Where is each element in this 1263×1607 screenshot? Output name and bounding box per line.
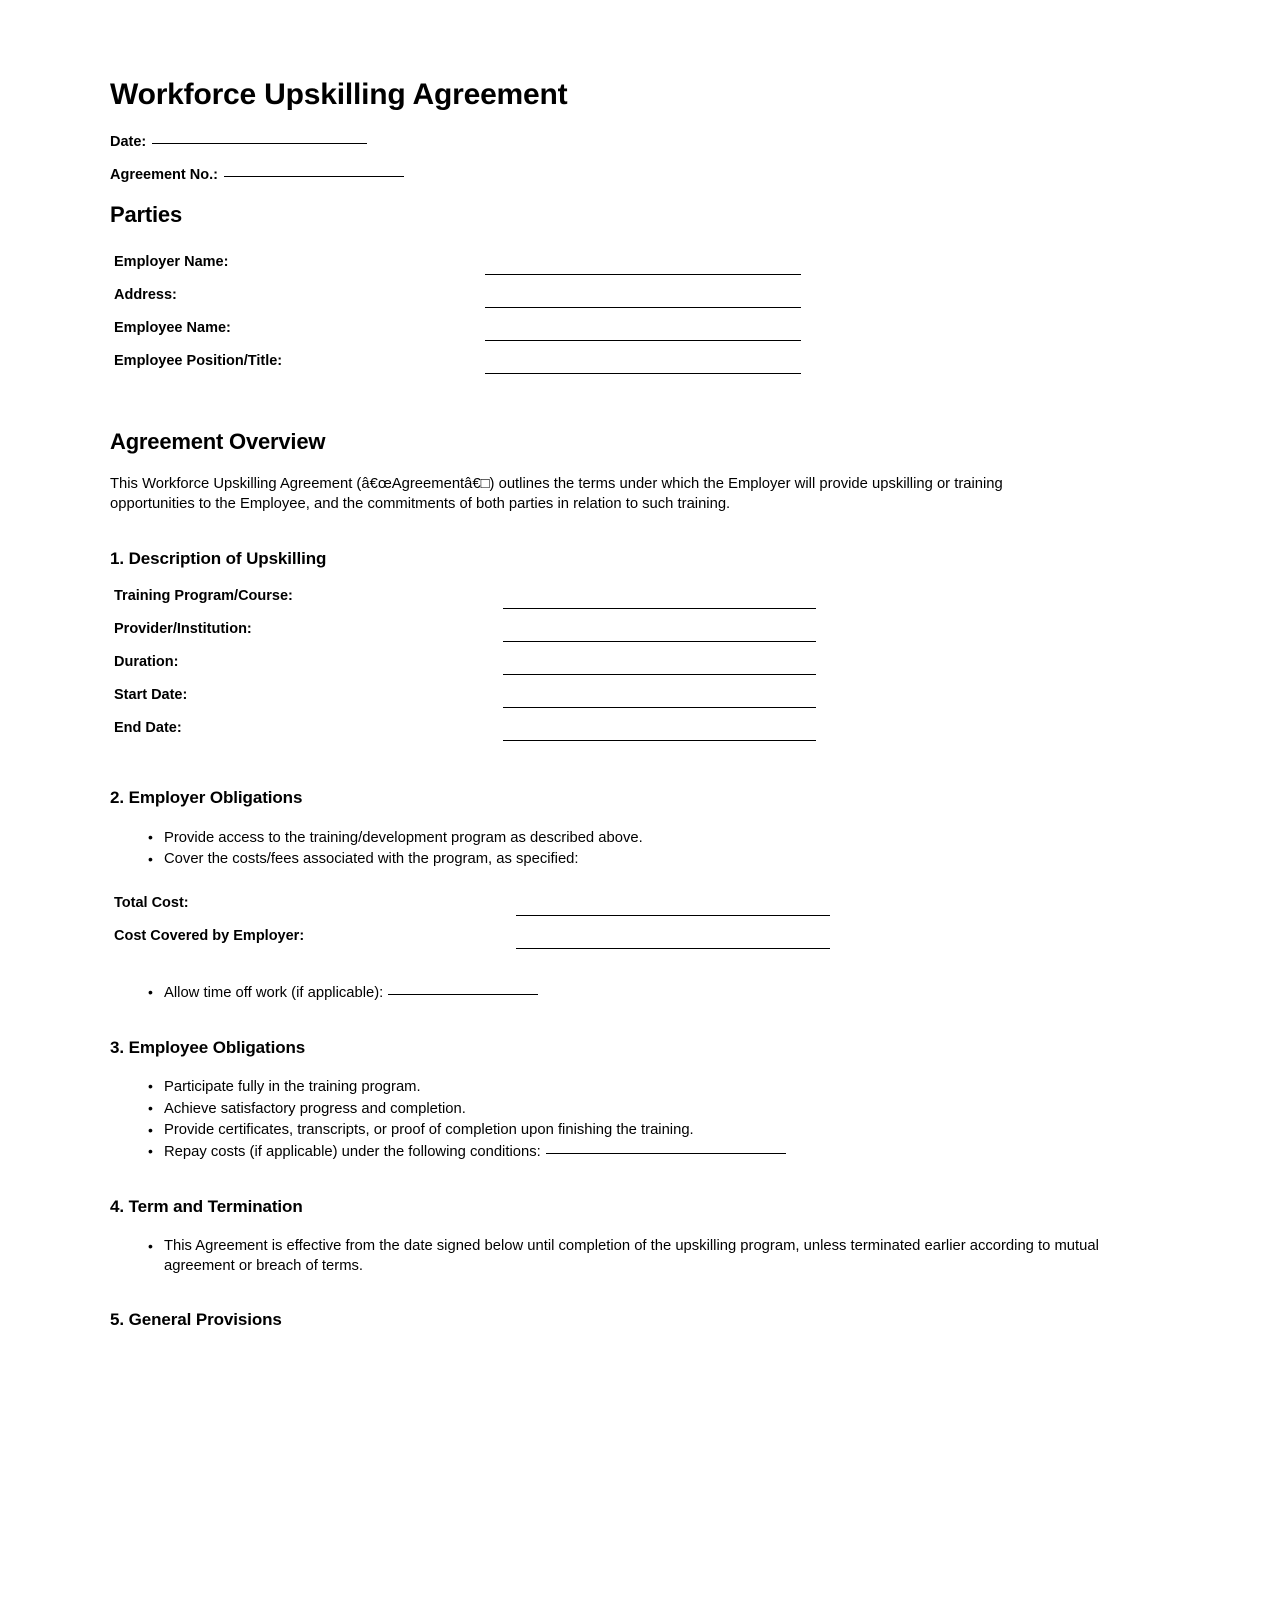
agreement-no-label: Agreement No.: xyxy=(110,167,218,184)
employer-obligations-list xyxy=(110,829,1100,870)
list-item: • Participate fully in the training program. xyxy=(148,1078,1100,1098)
address-row xyxy=(110,288,1100,321)
address-input-rule[interactable] xyxy=(485,307,801,308)
employer-name-row xyxy=(110,255,1100,288)
training-program-row xyxy=(110,589,1100,622)
list-item: • Achieve satisfactory progress and completion. xyxy=(148,1100,1100,1120)
employer-name-input-rule[interactable] xyxy=(485,274,801,275)
address-label: Address: xyxy=(114,286,177,303)
end-date-label: End Date: xyxy=(114,720,182,737)
cost-field-group xyxy=(110,896,1100,962)
end-date-input-rule[interactable] xyxy=(503,740,816,741)
list-item: • Provide access to the training/development program as described above. xyxy=(148,829,1100,849)
total-cost-label: Total Cost: xyxy=(114,894,189,911)
term-termination-list xyxy=(110,1237,1100,1276)
agreement-no-field-row xyxy=(110,168,1100,184)
section-3-heading: 3. Employee Obligations xyxy=(110,1037,306,1057)
spacer xyxy=(110,962,1100,984)
employee-position-label: Employee Position/Title: xyxy=(114,352,283,369)
employee-obligations-list xyxy=(110,1078,1100,1163)
training-program-label: Training Program/Course: xyxy=(114,588,293,605)
provider-institution-row xyxy=(110,622,1100,655)
employee-name-input-rule[interactable] xyxy=(485,340,801,341)
list-item xyxy=(148,984,1100,1004)
page-title: Workforce Upskilling Agreement xyxy=(110,78,568,111)
time-off-input-rule[interactable] xyxy=(388,994,538,995)
cost-covered-row xyxy=(110,929,1100,962)
section-2-heading: 2. Employer Obligations xyxy=(110,788,303,808)
provider-institution-input-rule[interactable] xyxy=(503,641,816,642)
duration-input-rule[interactable] xyxy=(503,674,816,675)
start-date-input-rule[interactable] xyxy=(503,707,816,708)
employee-position-input-rule[interactable] xyxy=(485,373,801,374)
section-4-heading: 4. Term and Termination xyxy=(110,1196,303,1216)
agreement-no-input-rule[interactable] xyxy=(224,176,404,177)
list-item: • This Agreement is effective from the date signed below until completion of the upskilling program, unless terminated earlier according to mutual agreement or breach of terms. xyxy=(148,1237,1100,1276)
date-field-row xyxy=(110,135,1100,151)
cost-covered-input-rule[interactable] xyxy=(516,948,830,949)
repay-costs-label: Repay costs (if applicable) under the following conditions: xyxy=(164,1143,541,1160)
date-label: Date: xyxy=(110,133,147,150)
employee-name-label: Employee Name: xyxy=(114,319,231,336)
agreement-overview-paragraph: This Workforce Upskilling Agreement (â€œAgreementâ€□) outlines the terms under which the Employer will provide upskilling or training opportunities to the Employee, and the commitments of both parties in relation to such training. xyxy=(110,476,1003,512)
parties-heading: Parties xyxy=(110,202,182,228)
list-item: • Provide certificates, transcripts, or proof of completion upon finishing the training. xyxy=(148,1121,1100,1141)
agreement-overview-heading: Agreement Overview xyxy=(110,428,326,454)
start-date-label: Start Date: xyxy=(114,687,188,704)
document-content xyxy=(110,78,1100,1351)
section-1-heading: 1. Description of Upskilling xyxy=(110,548,327,568)
time-off-list xyxy=(110,984,1100,1004)
total-cost-input-rule[interactable] xyxy=(516,915,830,916)
repay-costs-input-rule[interactable] xyxy=(546,1153,786,1154)
description-field-group xyxy=(110,589,1100,754)
list-item: • Cover the costs/fees associated with the program, as specified: xyxy=(148,850,1100,870)
employee-name-row xyxy=(110,321,1100,354)
start-date-row xyxy=(110,688,1100,721)
employer-name-label: Employer Name: xyxy=(114,253,229,270)
provider-institution-label: Provider/Institution: xyxy=(114,621,252,638)
duration-label: Duration: xyxy=(114,654,179,671)
duration-row xyxy=(110,655,1100,688)
list-item xyxy=(148,1143,1100,1163)
training-program-input-rule[interactable] xyxy=(503,608,816,609)
employee-position-row xyxy=(110,354,1100,387)
time-off-label: Allow time off work (if applicable): xyxy=(164,984,384,1001)
total-cost-row xyxy=(110,896,1100,929)
cost-covered-label: Cost Covered by Employer: xyxy=(114,927,305,944)
date-input-rule[interactable] xyxy=(152,143,367,144)
section-5-heading: 5. General Provisions xyxy=(110,1310,282,1330)
end-date-row xyxy=(110,721,1100,754)
parties-field-group xyxy=(110,255,1100,387)
